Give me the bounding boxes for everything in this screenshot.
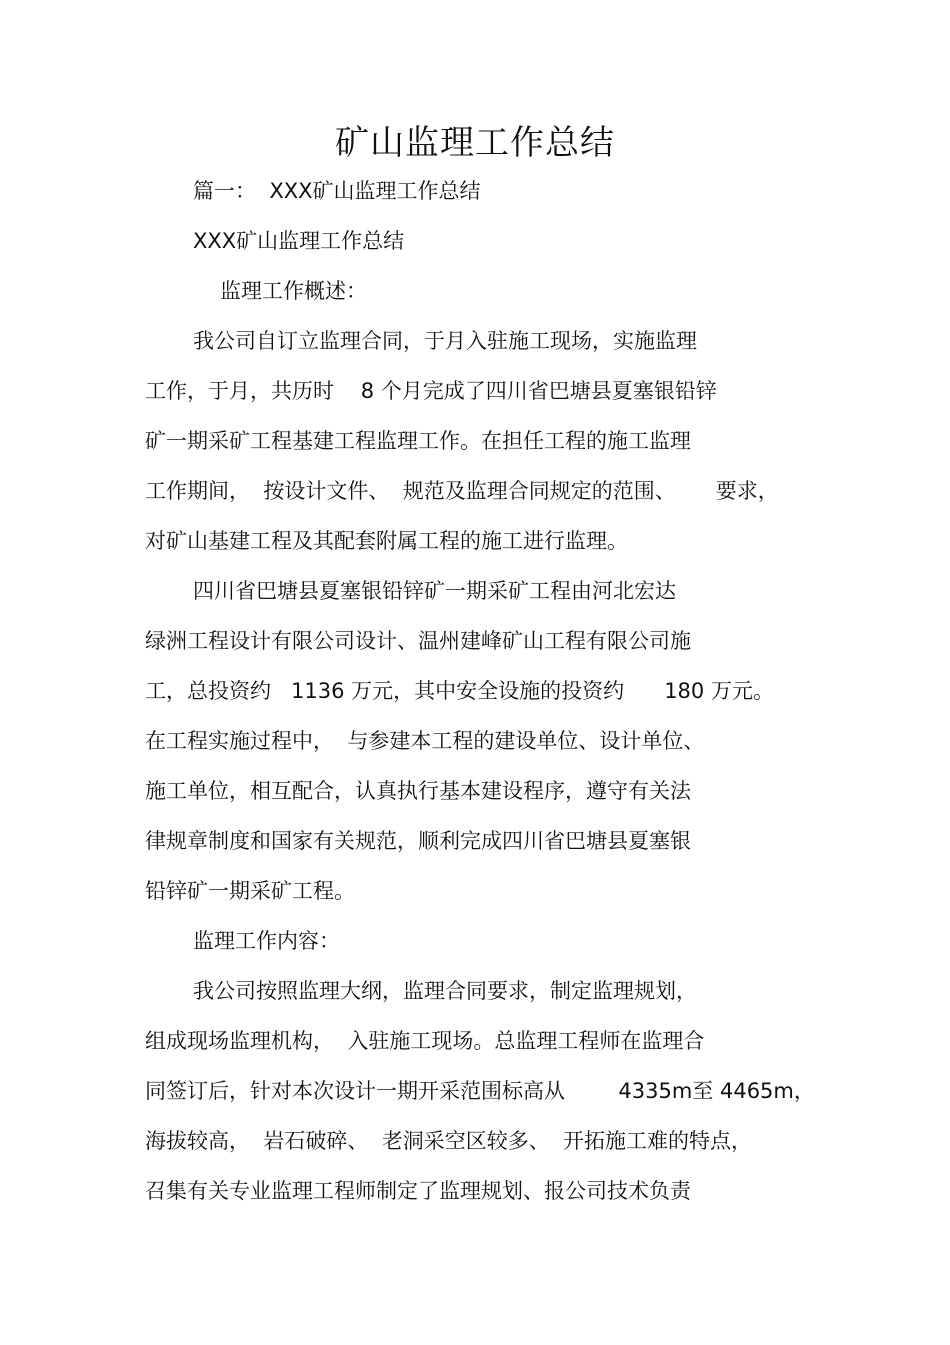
document-title: 矿山监理工作总结 [335, 123, 615, 163]
text-line-2: XXX矿山监理工作总结 [193, 229, 405, 253]
text-line-13: 施工单位，相互配合，认真执行基本建设程序，遵守有关法 [145, 779, 691, 803]
text-line-20: 海拔较高， 岩石破碎、 老洞采空区较多、 开拓施工难的特点， [145, 1129, 753, 1153]
text-line-4: 我公司自订立监理合同，于月入驻施工现场，实施监理 [193, 329, 697, 353]
text-line-8: 对矿山基建工程及其配套附属工程的施工进行监理。 [145, 529, 628, 553]
text-line-5: 工作，于月，共历时 8 个月完成了四川省巴塘县夏塞银铅锌 [145, 379, 717, 403]
text-line-10: 绿洲工程设计有限公司设计、温州建峰矿山工程有限公司施 [145, 629, 691, 653]
text-line-12: 在工程实施过程中， 与参建本工程的建设单位、设计单位、 [145, 729, 705, 753]
section-heading-content: 监理工作内容： [193, 929, 340, 953]
text-line-1: 篇一： XXX矿山监理工作总结 [193, 179, 481, 203]
text-line-17: 我公司按照监理大纲，监理合同要求，制定监理规划， [193, 979, 697, 1003]
text-line-11: 工，总投资约 1136 万元，其中安全设施的投资约 180 万元。 [145, 679, 774, 703]
text-line-18: 组成现场监理机构， 入驻施工现场。总监理工程师在监理合 [145, 1029, 705, 1053]
text-line-14: 律规章制度和国家有关规范，顺利完成四川省巴塘县夏塞银 [145, 829, 691, 853]
text-line-19: 同签订后，针对本次设计一期开采范围标高从 4335m至 4465m， [145, 1079, 815, 1103]
section-heading-overview: 监理工作概述： [220, 279, 367, 303]
text-line-15: 铅锌矿一期采矿工程。 [145, 879, 355, 903]
text-line-21: 召集有关专业监理工程师制定了监理规划、报公司技术负责 [145, 1179, 691, 1203]
text-line-6: 矿一期采矿工程基建工程监理工作。在担任工程的施工监理 [145, 429, 691, 453]
text-line-7: 工作期间， 按设计文件、 规范及监理合同规定的范围、 要求， [145, 479, 779, 503]
text-line-9: 四川省巴塘县夏塞银铅锌矿一期采矿工程由河北宏达 [193, 579, 676, 603]
